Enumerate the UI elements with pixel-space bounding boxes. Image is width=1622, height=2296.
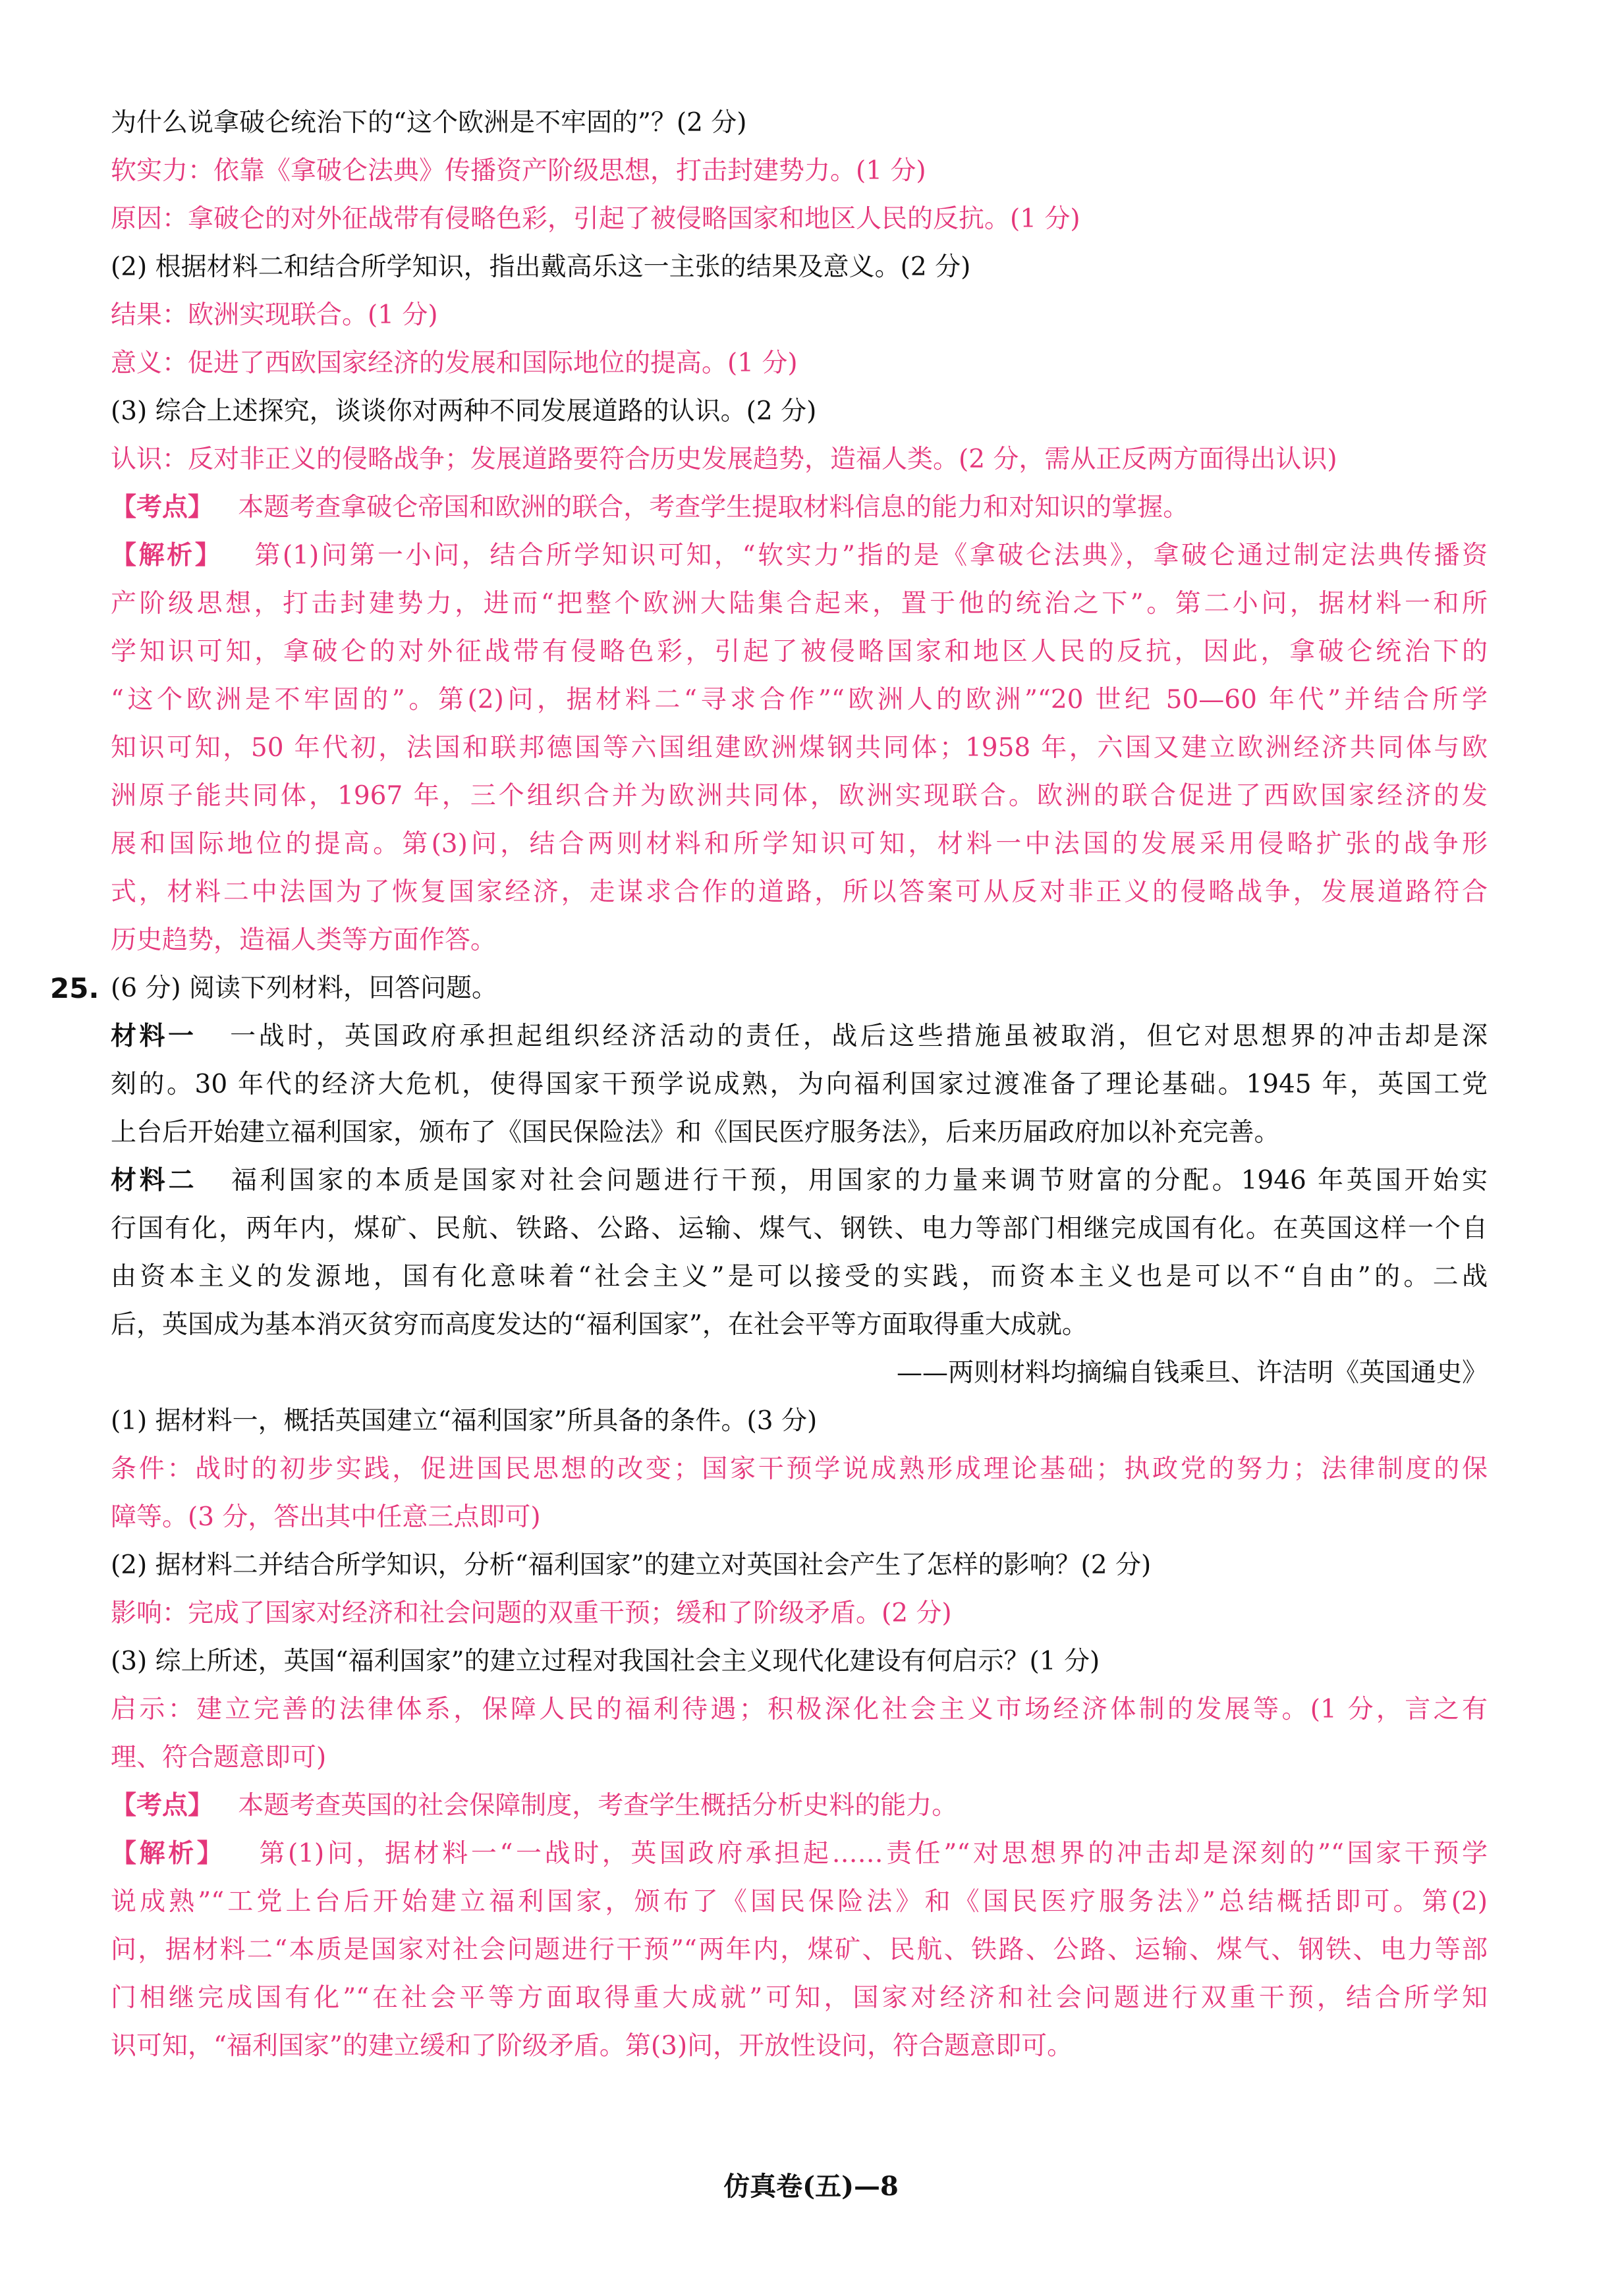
q24-kaodian — [111, 483, 1488, 532]
q24-answer-2a: 结果：欧洲实现联合。(1 分) — [111, 300, 438, 330]
jiexi-text: 第(1)问，据材料一“一战时，英国政府承担起……责任”“对思想界的冲击却是深刻的”“国家干预学 — [259, 1839, 1488, 1869]
q25-answer-3a: 启示：建立完善的法律体系，保障人民的福利待遇；积极深化社会主义市场经济体制的发展等。(1 分，言之有 — [111, 1695, 1488, 1724]
q25-material-1-line: 刻的。30 年代的经济大危机，使得国家干预学说成熟，为向福利国家过渡准备了理论基础。1945 年，英国工党 — [111, 1070, 1488, 1099]
q24-jiexi-line: 产阶级思想，打击封建势力，进而“把整个欧洲大陆集合起来，置于他的统治之下”。第二小问，据材料一和所 — [111, 589, 1488, 618]
q24-jiexi-line: 洲原子能共同体，1967 年，三个组织合并为欧洲共同体，欧洲实现联合。欧洲的联合促进了西欧国家经济的发 — [111, 781, 1488, 811]
q24-jiexi-line: “这个欧洲是不牢固的”。第(2)问，据材料二“寻求合作”“欧洲人的欧洲”“20 世纪 50—60 年代”并结合所学 — [111, 685, 1488, 715]
q25-number: 25. — [50, 972, 99, 1004]
q25-jiexi-line — [111, 1830, 1488, 1878]
q24-jiexi-line: 学知识可知，拿破仑的对外征战带有侵略色彩，引起了被侵略国家和地区人民的反抗，因此，拿破仑统治下的 — [111, 637, 1488, 667]
q24-answer-3: 认识：反对非正义的侵略战争；发展道路要符合历史发展趋势，造福人类。(2 分，需从正反两方面得出认识) — [111, 445, 1337, 474]
q25-jiexi-line: 说成熟”“工党上台后开始建立福利国家，颁布了《国民保险法》和《国民医疗服务法》”总结概括即可。第(2) — [111, 1887, 1488, 1917]
q25-question-1: (1) 据材料一，概括英国建立“福利国家”所具备的条件。(3 分) — [111, 1406, 818, 1436]
q25-material-2-line: 由资本主义的发源地，国有化意味着“社会主义”是可以接受的实践，而资本主义也是可以不“自由”的。二战 — [111, 1262, 1488, 1292]
material-2-text: 福利国家的本质是国家对社会问题进行干预，用国家的力量来调节财富的分配。1946 年英国开始实 — [231, 1166, 1488, 1195]
q25-jiexi-line: 门相继完成国有化”“在社会平等方面取得重大成就”可知，国家对经济和社会问题进行双重干预，结合所学知 — [111, 1983, 1488, 2013]
q25-jiexi-line: 识可知，“福利国家”的建立缓和了阶级矛盾。第(3)问，开放性设问，符合题意即可。 — [111, 2031, 1073, 2061]
q25-intro-text: (6 分) 阅读下列材料，回答问题。 — [111, 973, 498, 1003]
jiexi-tag: 【解析】 — [111, 1838, 226, 1869]
kaodian-tag: 【考点】 — [111, 492, 214, 522]
q25-source: ——两则材料均摘编自钱乘旦、许洁明《英国通史》 — [896, 1358, 1488, 1388]
q25-answer-1a: 条件：战时的初步实践，促进国民思想的改变；国家干预学说成熟形成理论基础；执政党的努力；法律制度的保 — [111, 1454, 1488, 1484]
q25-material-2-line: 后，英国成为基本消灭贫穷而高度发达的“福利国家”，在社会平等方面取得重大成就。 — [111, 1310, 1088, 1340]
jiexi-tag: 【解析】 — [111, 540, 223, 570]
q25-material-2-line: 行国有化，两年内，煤矿、民航、铁路、公路、运输、煤气、钢铁、电力等部门相继完成国有化。在英国这样一个自 — [111, 1214, 1488, 1244]
q25-question-3: (3) 综上所述，英国“福利国家”的建立过程对我国社会主义现代化建设有何启示？(1 分) — [111, 1647, 1100, 1676]
q25-answer-3b: 理、符合题意即可) — [111, 1743, 327, 1772]
q24-sub-question: 为什么说拿破仑统治下的“这个欧洲是不牢固的”？(2 分) — [111, 108, 747, 138]
q24-question-2: (2) 根据材料二和结合所学知识，指出戴高乐这一主张的结果及意义。(2 分) — [111, 252, 971, 282]
q25-answer-2: 影响：完成了国家对经济和社会问题的双重干预；缓和了阶级矛盾。(2 分) — [111, 1599, 952, 1628]
q25-intro — [50, 964, 1488, 1012]
q24-answer-1a: 软实力：依靠《拿破仑法典》传播资产阶级思想，打击封建势力。(1 分) — [111, 156, 926, 186]
q25-material-2-line — [111, 1157, 1488, 1205]
q24-jiexi-line: 历史趋势，造福人类等方面作答。 — [111, 925, 497, 955]
q24-answer-1b: 原因：拿破仑的对外征战带有侵略色彩，引起了被侵略国家和地区人民的反抗。(1 分) — [111, 204, 1080, 234]
q25-question-2: (2) 据材料二并结合所学知识，分析“福利国家”的建立对英国社会产生了怎样的影响？(2 分) — [111, 1550, 1152, 1580]
q24-jiexi-line — [111, 532, 1488, 580]
kaodian-tag: 【考点】 — [111, 1790, 214, 1820]
page-footer: 仿真卷(五)—8 — [723, 2171, 899, 2202]
q24-jiexi-line: 展和国际地位的提高。第(3)问，结合两则材料和所学知识可知，材料一中法国的发展采用侵略扩张的战争形 — [111, 829, 1488, 859]
page-content — [50, 99, 1488, 2070]
q25-material-1-line: 上台后开始建立福利国家，颁布了《国民保险法》和《国民医疗服务法》，后来历届政府加以补充完善。 — [111, 1118, 1280, 1147]
kaodian-text: 本题考查拿破仑帝国和欧洲的联合，考查学生提取材料信息的能力和对知识的掌握。 — [238, 493, 1189, 522]
q25-material-1-line — [111, 1012, 1488, 1060]
kaodian-text: 本题考查英国的社会保障制度，考查学生概括分析史料的能力。 — [238, 1791, 958, 1820]
material-1-text: 一战时，英国政府承担起组织经济活动的责任，战后这些措施虽被取消，但它对思想界的冲击却是深 — [230, 1022, 1488, 1051]
q25-kaodian — [111, 1782, 1488, 1830]
q25-jiexi-line: 问，据材料二“本质是国家对社会问题进行干预”“两年内，煤矿、民航、铁路、公路、运输、煤气、钢铁、电力等部 — [111, 1935, 1488, 1965]
q25-answer-1b: 障等。(3 分，答出其中任意三点即可) — [111, 1502, 541, 1532]
jiexi-text: 第(1)问第一小问，结合所学知识可知，“软实力”指的是《拿破仑法典》，拿破仑通过制定法典传播资 — [254, 541, 1488, 570]
q24-answer-2b: 意义：促进了西欧国家经济的发展和国际地位的提高。(1 分) — [111, 348, 798, 378]
q24-jiexi-line: 式，材料二中法国为了恢复国家经济，走谋求合作的道路，所以答案可从反对非正义的侵略战争，发展道路符合 — [111, 877, 1488, 907]
material-1-tag: 材料一 — [111, 1021, 197, 1051]
q24-jiexi-line: 知识可知，50 年代初，法国和联邦德国等六国组建欧洲煤钢共同体；1958 年，六国又建立欧洲经济共同体与欧 — [111, 733, 1488, 763]
material-2-tag: 材料二 — [111, 1165, 198, 1195]
q24-question-3: (3) 综合上述探究，谈谈你对两种不同发展道路的认识。(2 分) — [111, 396, 817, 426]
